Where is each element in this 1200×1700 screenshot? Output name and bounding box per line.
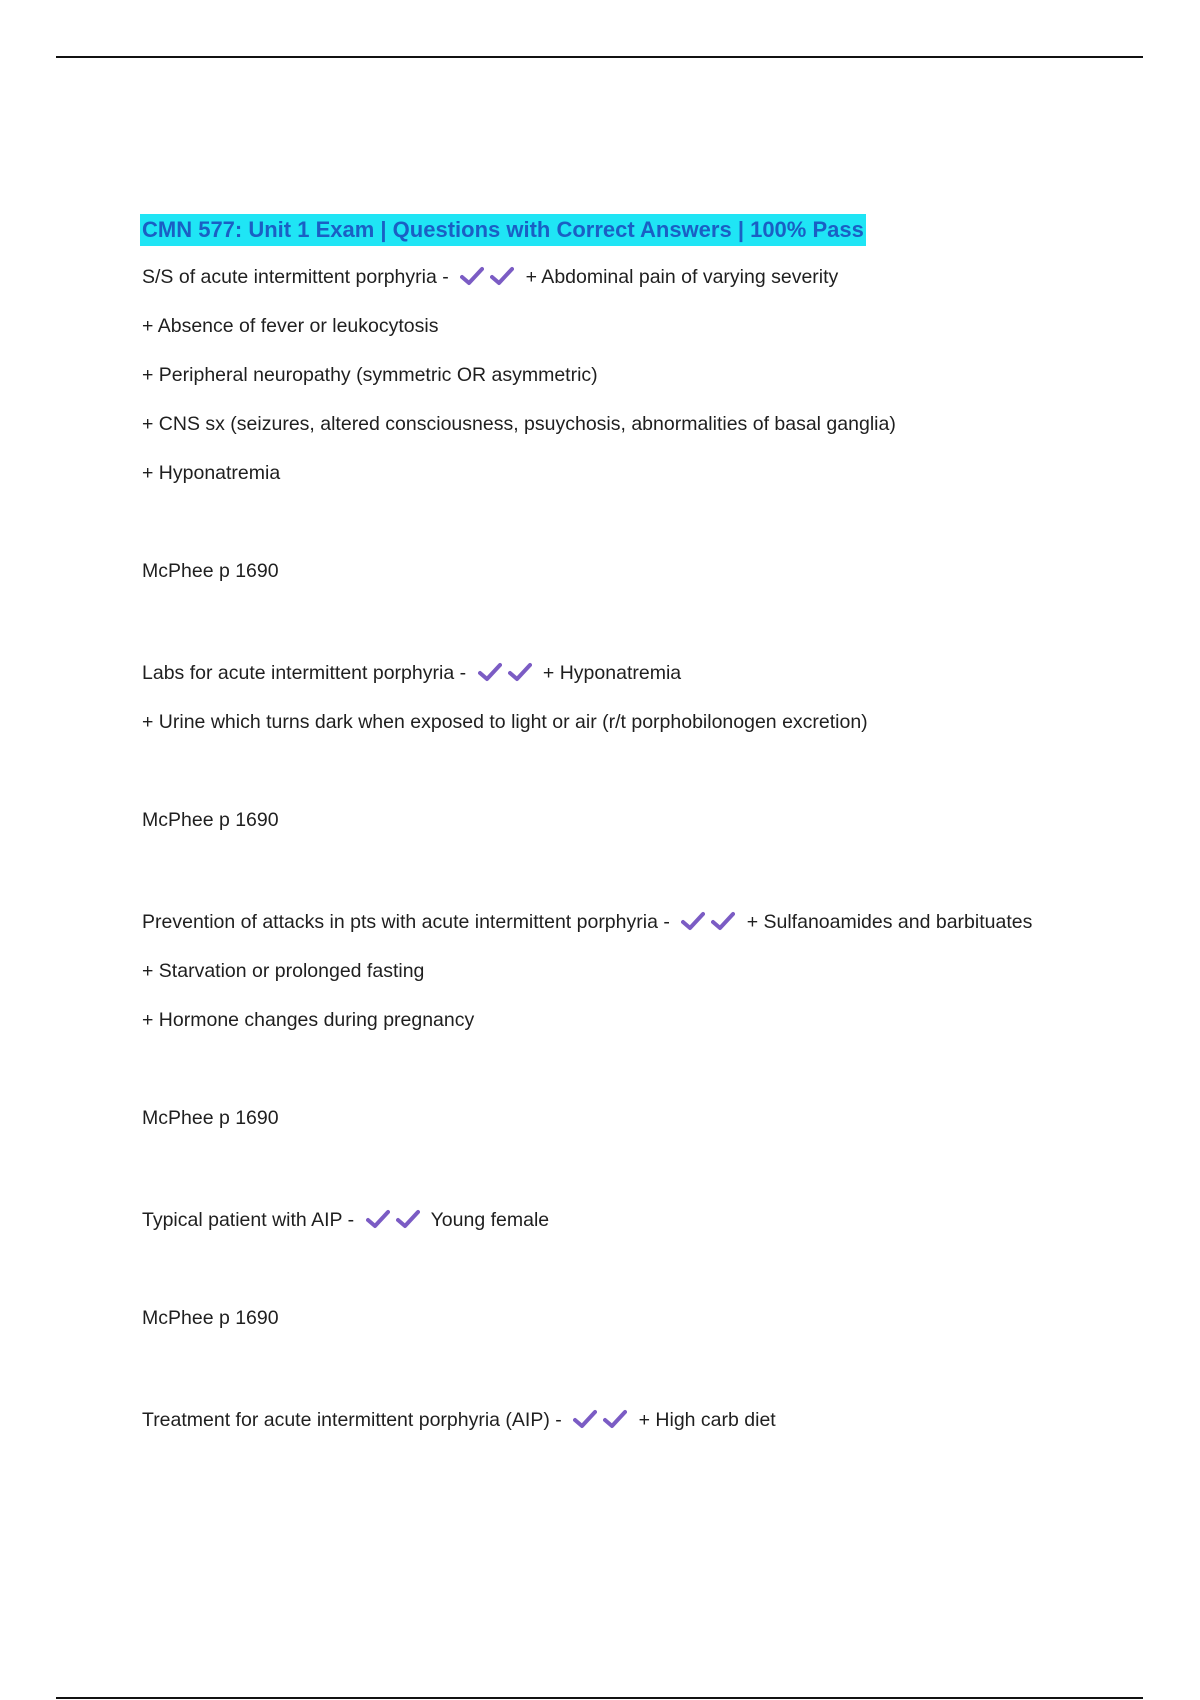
check-icon (366, 1209, 390, 1229)
reference-text: McPhee p 1690 (142, 809, 279, 831)
answer-text: + Abdominal pain of varying severity (525, 266, 839, 288)
answer-line: + Hormone changes during pregnancy (142, 1009, 475, 1031)
check-icon (711, 911, 735, 931)
check-icon (478, 662, 502, 682)
question-line (142, 1203, 1042, 1237)
question-text: Typical patient with AIP - (142, 1209, 355, 1231)
document-body (142, 214, 1042, 1452)
check-icon (460, 266, 484, 286)
check-icon (603, 1409, 627, 1429)
answer-text: Young female (430, 1209, 550, 1231)
question-text: Treatment for acute intermittent porphyria (AIP) - (142, 1409, 562, 1431)
check-icon (508, 662, 532, 682)
answer-line: + CNS sx (seizures, altered consciousness, psuychosis, abnormalities of basal ganglia) (142, 413, 896, 435)
question-line (142, 1403, 1042, 1437)
answer-line: + Starvation or prolonged fasting (142, 960, 425, 982)
correct-marks (460, 260, 520, 294)
question-line (142, 905, 1042, 939)
check-icon (490, 266, 514, 286)
footer-rule (56, 1697, 1143, 1699)
answer-line: + Hyponatremia (142, 462, 281, 484)
reference-text: McPhee p 1690 (142, 1107, 279, 1129)
header-rule (56, 56, 1143, 58)
question-text: Labs for acute intermittent porphyria - (142, 662, 467, 684)
answer-line: + Urine which turns dark when exposed to light or air (r/t porphobilonogen excretion) (142, 711, 868, 733)
reference-text: McPhee p 1690 (142, 560, 279, 582)
question-text: Prevention of attacks in pts with acute intermittent porphyria - (142, 911, 670, 933)
check-icon (396, 1209, 420, 1229)
question-text: S/S of acute intermittent porphyria - (142, 266, 449, 288)
answer-text: + Hyponatremia (542, 662, 682, 684)
reference-text: McPhee p 1690 (142, 1307, 279, 1329)
question-line (142, 260, 1042, 294)
correct-marks (573, 1403, 633, 1437)
answer-line: + Peripheral neuropathy (symmetric OR asymmetric) (142, 364, 598, 386)
correct-marks (681, 905, 741, 939)
check-icon (681, 911, 705, 931)
correct-marks (478, 656, 538, 690)
question-line (142, 656, 1042, 690)
document-title: CMN 577: Unit 1 Exam | Questions with Correct Answers | 100% Pass (140, 214, 866, 246)
answer-text: + Sulfanoamides and barbituates (746, 911, 1033, 933)
correct-marks (366, 1203, 426, 1237)
answer-line: + Absence of fever or leukocytosis (142, 315, 439, 337)
check-icon (573, 1409, 597, 1429)
answer-text: + High carb diet (638, 1409, 776, 1431)
